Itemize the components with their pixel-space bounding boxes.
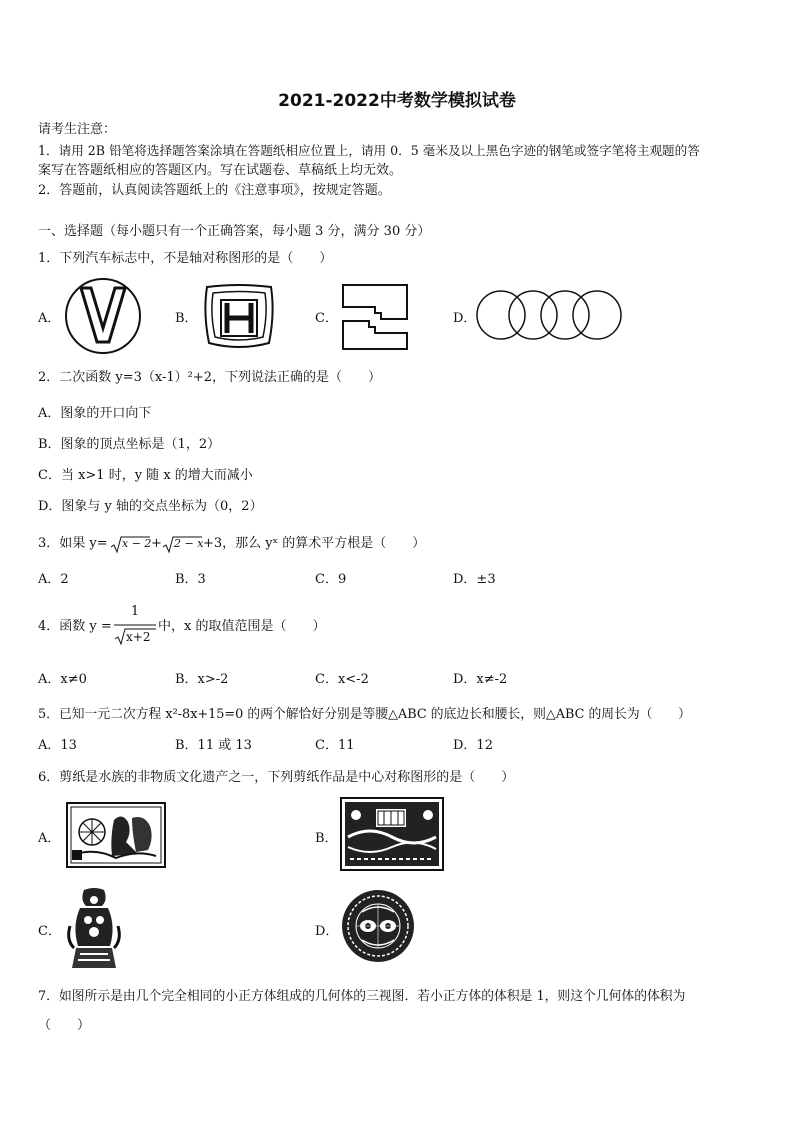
q5-option-a: A．13 bbox=[38, 738, 77, 753]
q2-option-c: C．当 x>1 时，y 随 x 的增大而减小 bbox=[38, 468, 253, 483]
q3-option-a: A．2 bbox=[38, 572, 69, 587]
q5-option-c: C．11 bbox=[315, 738, 355, 753]
q7-stem-line-1: 7．如图所示是由几个完全相同的小正方体组成的几何体的三视图．若小正方体的体积是 1，则这个几何体的体积为 bbox=[38, 989, 686, 1004]
q6-label-d: D． bbox=[315, 924, 339, 939]
q3-option-c: C．9 bbox=[315, 572, 347, 587]
q2-stem: 2．二次函数 y=3（x-1）²+2，下列说法正确的是（ ） bbox=[38, 370, 382, 385]
q4-option-b: B．x>-2 bbox=[175, 672, 229, 687]
papercut-a-image bbox=[66, 802, 166, 868]
notice-item-1-line-2: 案写在答题纸相应的答题区内。写在试题卷、草稿纸上均无效。 bbox=[38, 163, 403, 178]
fraction-bar bbox=[114, 624, 156, 626]
page-title: 2021-2022中考数学模拟试卷 bbox=[278, 91, 516, 111]
q6-label-c: C． bbox=[38, 924, 61, 939]
q2-option-b: B．图象的顶点坐标是（1，2） bbox=[38, 437, 221, 452]
q5-stem: 5．已知一元二次方程 x²-8x+15=0 的两个解恰好分别是等腰△ABC 的底边长和腰长，则△ABC 的周长为（ ） bbox=[38, 707, 691, 722]
notice-heading: 请考生注意： bbox=[38, 122, 117, 137]
q1-label-d: D． bbox=[453, 311, 477, 326]
q4-option-a: A．x≠0 bbox=[38, 672, 87, 687]
q6-label-b: B． bbox=[315, 831, 338, 846]
audi-logo-image bbox=[476, 289, 622, 341]
q3-plus-sign: + bbox=[151, 536, 162, 551]
q2-option-a: A．图象的开口向下 bbox=[38, 406, 152, 421]
q3-stem-suffix: +3，那么 yˣ 的算术平方根是（ ） bbox=[203, 536, 426, 551]
q5-option-d: D．12 bbox=[453, 738, 493, 753]
q6-stem: 6．剪纸是水族的非物质文化遗产之一，下列剪纸作品是中心对称图形的是（ ） bbox=[38, 770, 515, 785]
q3-radicand-1: x − 2 bbox=[122, 537, 152, 550]
papercut-d-image bbox=[340, 886, 416, 966]
zigzag-logo-image bbox=[341, 283, 411, 351]
q4-option-c: C．x<-2 bbox=[315, 672, 369, 687]
q1-stem: 1．下列汽车标志中，不是轴对称图形的是（ ） bbox=[38, 251, 333, 266]
q4-stem-suffix: 中，x 的取值范围是（ ） bbox=[158, 619, 326, 634]
q3-option-b: B．3 bbox=[175, 572, 206, 587]
notice-item-2: 2．答题前，认真阅读答题纸上的《注意事项》，按规定答题。 bbox=[38, 183, 391, 198]
q1-label-c: C． bbox=[315, 311, 338, 326]
q1-label-a: A． bbox=[38, 311, 61, 326]
q3-option-d: D．±3 bbox=[453, 572, 496, 587]
q5-option-b: B．11 或 13 bbox=[175, 738, 252, 753]
q4-stem-prefix: 4．函数 y = bbox=[38, 619, 112, 634]
papercut-b-image bbox=[340, 797, 444, 871]
q7-stem-line-2: （ ） bbox=[38, 1018, 91, 1033]
q3-radicand-2: 2 − x bbox=[174, 537, 204, 550]
papercut-c-image bbox=[62, 886, 126, 972]
q4-option-d: D．x≠-2 bbox=[453, 672, 508, 687]
q4-numerator: 1 bbox=[130, 604, 140, 619]
vw-logo-image bbox=[63, 276, 143, 356]
q2-option-d: D．图象与 y 轴的交点坐标为（0，2） bbox=[38, 499, 263, 514]
q1-label-b: B． bbox=[175, 311, 198, 326]
honda-logo-image bbox=[199, 283, 279, 353]
q6-label-a: A． bbox=[38, 831, 61, 846]
notice-item-1-line-1: 1．请用 2B 铅笔将选择题答案涂填在答题纸相应位置上，请用 0．5 毫米及以上黑色字迹的钢笔或签字笔将主观题的答 bbox=[38, 143, 700, 158]
q3-stem-prefix: 3．如果 y= bbox=[38, 536, 108, 551]
q4-denominator: x+2 bbox=[126, 630, 151, 644]
section-heading: 一、选择题（每小题只有一个正确答案，每小题 3 分，满分 30 分） bbox=[38, 224, 431, 239]
